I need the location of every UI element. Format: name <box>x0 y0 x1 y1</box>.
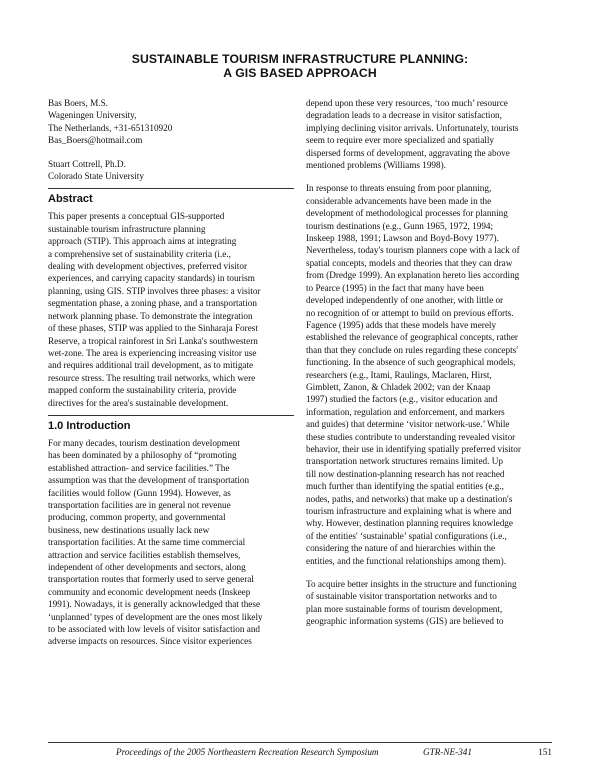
text-line: researchers (e.g., Itami, Raulings, Maclaren, Hirst, <box>306 369 492 380</box>
text-line: from (Dredge 1999). An explanation hereto lies according <box>306 270 520 281</box>
text-line: To acquire better insights in the structure and functioning <box>306 579 517 590</box>
proceedings-title: Proceedings of the 2005 Northeastern Recreation Research Symposium <box>116 747 379 757</box>
title-line-2: A GIS BASED APPROACH <box>223 66 377 80</box>
text-line: dispersed forms of development, aggravating the above <box>306 147 510 158</box>
text-line: community and economic development needs (Inskeep <box>48 586 251 597</box>
text-line: established attraction- and service facilities.” The <box>48 462 230 473</box>
text-line: degradation leads to a decrease in visitor satisfaction, <box>306 110 502 121</box>
text-line: approach (STIP). This approach aims at integrating <box>48 236 237 247</box>
text-line: established the relevance of geographical concepts, rather <box>306 332 518 343</box>
right-column <box>306 97 552 628</box>
text-line: spatial concepts, models and theories that they can draw <box>306 257 513 268</box>
text-line: experiences, and carrying capacity standards) in tourism <box>48 273 255 284</box>
paper-title <box>0 52 600 80</box>
text-line: than that they conclude on rules regarding these concepts' <box>306 344 518 355</box>
text-line: independent of other developments and sectors, along <box>48 562 246 572</box>
text-line: development of methodological processes for planning <box>306 208 508 219</box>
left-column <box>48 97 294 648</box>
text-line: and guides) that determine ‘visitor network-use.’ While <box>306 419 510 430</box>
title-line-1: SUSTAINABLE TOURISM INFRASTRUCTURE PLANNING: <box>131 52 469 66</box>
abstract-heading: Abstract <box>48 193 93 206</box>
text-line: Fagence (1995) adds that these models have merely <box>306 319 497 330</box>
text-line: dealing with development objectives, preferred visitor <box>48 261 247 272</box>
text-line: segmentation phase, a zoning phase, and a transportation <box>48 298 257 309</box>
text-line: tourism destinations (e.g., Gunn 1965, 1972, 1994; <box>306 220 494 231</box>
text-line: considerable advancements have been made in the <box>306 195 492 206</box>
page-number: 151 <box>538 747 552 757</box>
text-line: developed independently of one another, with little or <box>306 295 504 306</box>
text-line: mapped conform the sustainability criteria, provide <box>48 385 237 396</box>
text-line: why. However, destination planning requires knowledge <box>306 518 513 529</box>
text-line: information, regulation and enforcement, and markers <box>306 406 505 417</box>
text-line: 1991). Nowadays, it is generally acknowledged that these <box>48 599 261 610</box>
text-line: of sustainable visitor transportation networks and to <box>306 591 497 602</box>
author-block-1 <box>48 97 294 147</box>
text-line: ‘unplanned’ types of development are the ones most likely <box>48 611 263 622</box>
text-line: transportation facilities are in general not revenue <box>48 499 231 510</box>
text-line: depend upon these very resources, ‘too much’ resource <box>306 98 508 108</box>
text-line: plan more sustainable forms of tourism development, <box>306 603 503 614</box>
text-line: transportation facilities. At the same time commercial <box>48 537 246 548</box>
text-line: of the entities' ‘sustainable’ spatial configurations (i.e., <box>306 530 507 541</box>
text-line: For many decades, tourism destination development <box>48 437 240 448</box>
text-line: mentioned problems (Williams 1998). <box>306 160 446 171</box>
text-line: adverse impacts on resources. Since visitor experiences <box>48 636 252 647</box>
text-line: resource stress. The resulting trail networks, which were <box>48 372 256 383</box>
abstract-body <box>48 210 294 409</box>
text-line: these studies contribute to understanding revealed visitor <box>306 431 516 442</box>
text-line: producing, common property, and governmental <box>48 512 226 523</box>
text-line: to be associated with low levels of visitor satisfaction and <box>48 624 261 635</box>
text-line: attraction and service facilities establish themselves, <box>48 549 241 560</box>
text-line: a comprehensive set of sustainability criteria (i.e., <box>48 248 231 259</box>
text-line: considering the nature of and hierarchies within the <box>306 543 496 554</box>
introduction-heading: 1.0 Introduction <box>48 419 131 432</box>
text-line: to Pearce (1995) in the fact that many have been <box>306 282 484 293</box>
text-line: 1997) studied the factors (e.g., visitor education and <box>306 394 498 405</box>
paragraph-3 <box>306 578 552 628</box>
text-line: nodes, paths, and networks) that make up a destination's <box>306 493 513 504</box>
text-line: network planning phase. To demonstrate the integration <box>48 310 253 321</box>
text-line: In response to threats ensuing from poor planning, <box>306 183 492 194</box>
text-line: much further than identifying the spatial entities (e.g., <box>306 481 504 492</box>
text-line: geographic information systems (GIS) are believed to <box>306 616 504 627</box>
text-line: sustainable tourism infrastructure planning <box>48 223 206 234</box>
text-line: planning, using GIS. STIP involves three phases: a visitor <box>48 285 261 296</box>
author-name: Stuart Cottrell, Ph.D. <box>48 158 126 169</box>
text-line: wet-zone. The area is experiencing increasing visitor use <box>48 347 257 358</box>
text-line: and requires additional trail development, as to mitigate <box>48 360 254 371</box>
text-line: Gimblett, Zanon, & Chladek 2002; van der Knaap <box>306 381 491 392</box>
text-line: entities, and the functional relationships among them). <box>306 555 507 566</box>
text-line: has been dominated by a philosophy of “promoting <box>48 450 237 461</box>
text-line: transportation network structures remains limited. Up <box>306 456 503 467</box>
text-line: behavior, their use in identifying spatially preferred visitor <box>306 443 521 454</box>
report-number: GTR-NE-341 <box>423 747 472 757</box>
introduction-body <box>48 437 294 648</box>
text-line: of these phases, STIP was applied to the Sinharaja Forest <box>48 323 258 334</box>
text-line: Reserve, a tropical rainforest in Sri Lanka's southwestern <box>48 335 258 346</box>
author-location-phone: The Netherlands, +31-651310920 <box>48 122 173 133</box>
text-line: no recognition of or attempt to build on previous efforts. <box>306 307 514 318</box>
text-line: facilities would follow (Gunn 1994). However, as <box>48 487 231 498</box>
text-line: seem to require ever more specialized and spatially <box>306 135 495 146</box>
text-line: assumption was that the development of transportation <box>48 475 250 486</box>
text-line: This paper presents a conceptual GIS-supported <box>48 211 225 222</box>
text-line: till now destination-planning research has not reached <box>306 468 505 479</box>
text-line: Inskeep 1988, 1991; Lawson and Boyd-Bovy 1977). <box>306 233 499 244</box>
text-line: Nevertheless, today's tourism planners cope with a lack of <box>306 245 520 256</box>
author-email: Bas_Boers@hotmail.com <box>48 135 143 146</box>
paragraph-2 <box>306 182 552 567</box>
text-line: directives for the area's sustainable development. <box>48 397 229 408</box>
text-line: functioning. In the absence of such geographical models, <box>306 357 516 368</box>
author-name: Bas Boers, M.S. <box>48 98 108 108</box>
author-block-2 <box>48 158 294 183</box>
author-affiliation: Wageningen University, <box>48 110 137 121</box>
page-footer <box>48 742 552 765</box>
text-line: transportation routes that formerly used to serve general <box>48 574 254 585</box>
text-line: implying declining visitor arrivals. Unfortunately, tourists <box>306 122 519 133</box>
author-affiliation: Colorado State University <box>48 171 144 182</box>
paragraph-1 <box>306 97 552 171</box>
text-line: tourism infrastructure and explaining what is where and <box>306 506 512 516</box>
text-line: business, new destinations usually lack new <box>48 524 210 535</box>
